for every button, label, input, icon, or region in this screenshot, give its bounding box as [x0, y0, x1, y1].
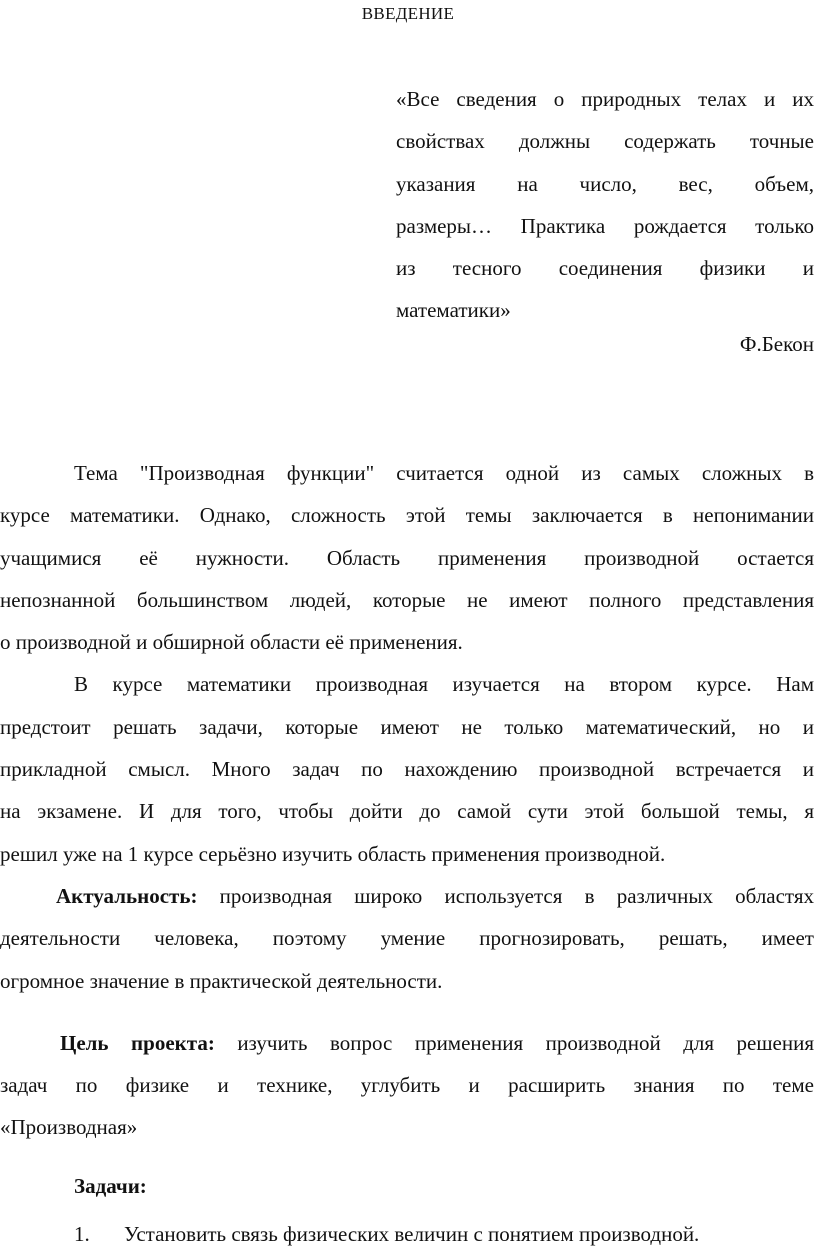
tasks-title: Задачи:	[74, 1173, 147, 1198]
paragraph-line: учащимися её нужности. Область применения производной остается	[0, 545, 814, 570]
paragraph-line: В курсе математики производная изучается на втором курсе. Нам	[74, 672, 814, 697]
paragraph-line	[0, 875, 814, 917]
actuality-label: Актуальность:	[56, 883, 198, 908]
epigraph-line: «Все сведения о природных телах и их	[396, 87, 814, 111]
epigraph-quote	[396, 78, 814, 332]
paragraph-line: предстоит решать задачи, которые имеют не только математический, но и	[0, 714, 814, 739]
epigraph-line: размеры… Практика рождается только	[396, 213, 814, 238]
paragraph-line: непознанной большинством людей, которые не имеют полного представления	[0, 587, 814, 612]
epigraph-line: свойствах должны содержать точные	[396, 129, 814, 154]
paragraph-line: о производной и обширной области её применения.	[0, 630, 463, 655]
epigraph-author: Ф.Бекон	[739, 332, 814, 356]
paragraph-line: «Производная»	[0, 1115, 138, 1140]
list-item-text: Установить связь физических величин с понятием производной.	[124, 1222, 700, 1247]
paragraph-line: деятельности человека, поэтому умение прогнозировать, решать, имеет	[0, 926, 814, 951]
goal-text: изучить вопрос применения производной для решения	[214, 1030, 814, 1055]
paragraph-line: прикладной смысл. Много задач по нахождению производной встречается и	[0, 757, 814, 782]
paragraph-line: Тема "Производная функции" считается одной из самых сложных в	[74, 461, 814, 485]
paragraph-course	[0, 663, 814, 874]
paragraph-intro	[0, 452, 814, 663]
epigraph-line: из тесного соединения физики и	[396, 256, 814, 281]
page-heading: ВВЕДЕНИЕ	[361, 4, 455, 23]
paragraph-line: огромное значение в практической деятельности.	[0, 968, 443, 993]
paragraph-line: решил уже на 1 курсе серьёзно изучить область применения производной.	[0, 841, 666, 866]
paragraph-line: на экзамене. И для того, чтобы дойти до самой сути этой большой темы, я	[0, 799, 814, 824]
paragraph-goal	[0, 1022, 814, 1149]
actuality-text: производная широко используется в различных областях	[197, 883, 814, 908]
goal-label: Цель проекта:	[60, 1030, 215, 1055]
list-item-number: 1.	[74, 1222, 90, 1247]
epigraph-line: указания на число, вес, объем,	[396, 171, 814, 196]
paragraph-line: курсе математики. Однако, сложность этой темы заключается в непонимании	[0, 503, 814, 528]
paragraph-line	[0, 1022, 814, 1064]
epigraph-line: математики»	[396, 298, 511, 323]
paragraph-actuality	[0, 875, 814, 1002]
paragraph-line: задач по физике и технике, углубить и расширить знания по теме	[0, 1073, 814, 1098]
body-text	[0, 452, 814, 1255]
list-item	[0, 1213, 814, 1255]
tasks-section	[0, 1165, 814, 1255]
